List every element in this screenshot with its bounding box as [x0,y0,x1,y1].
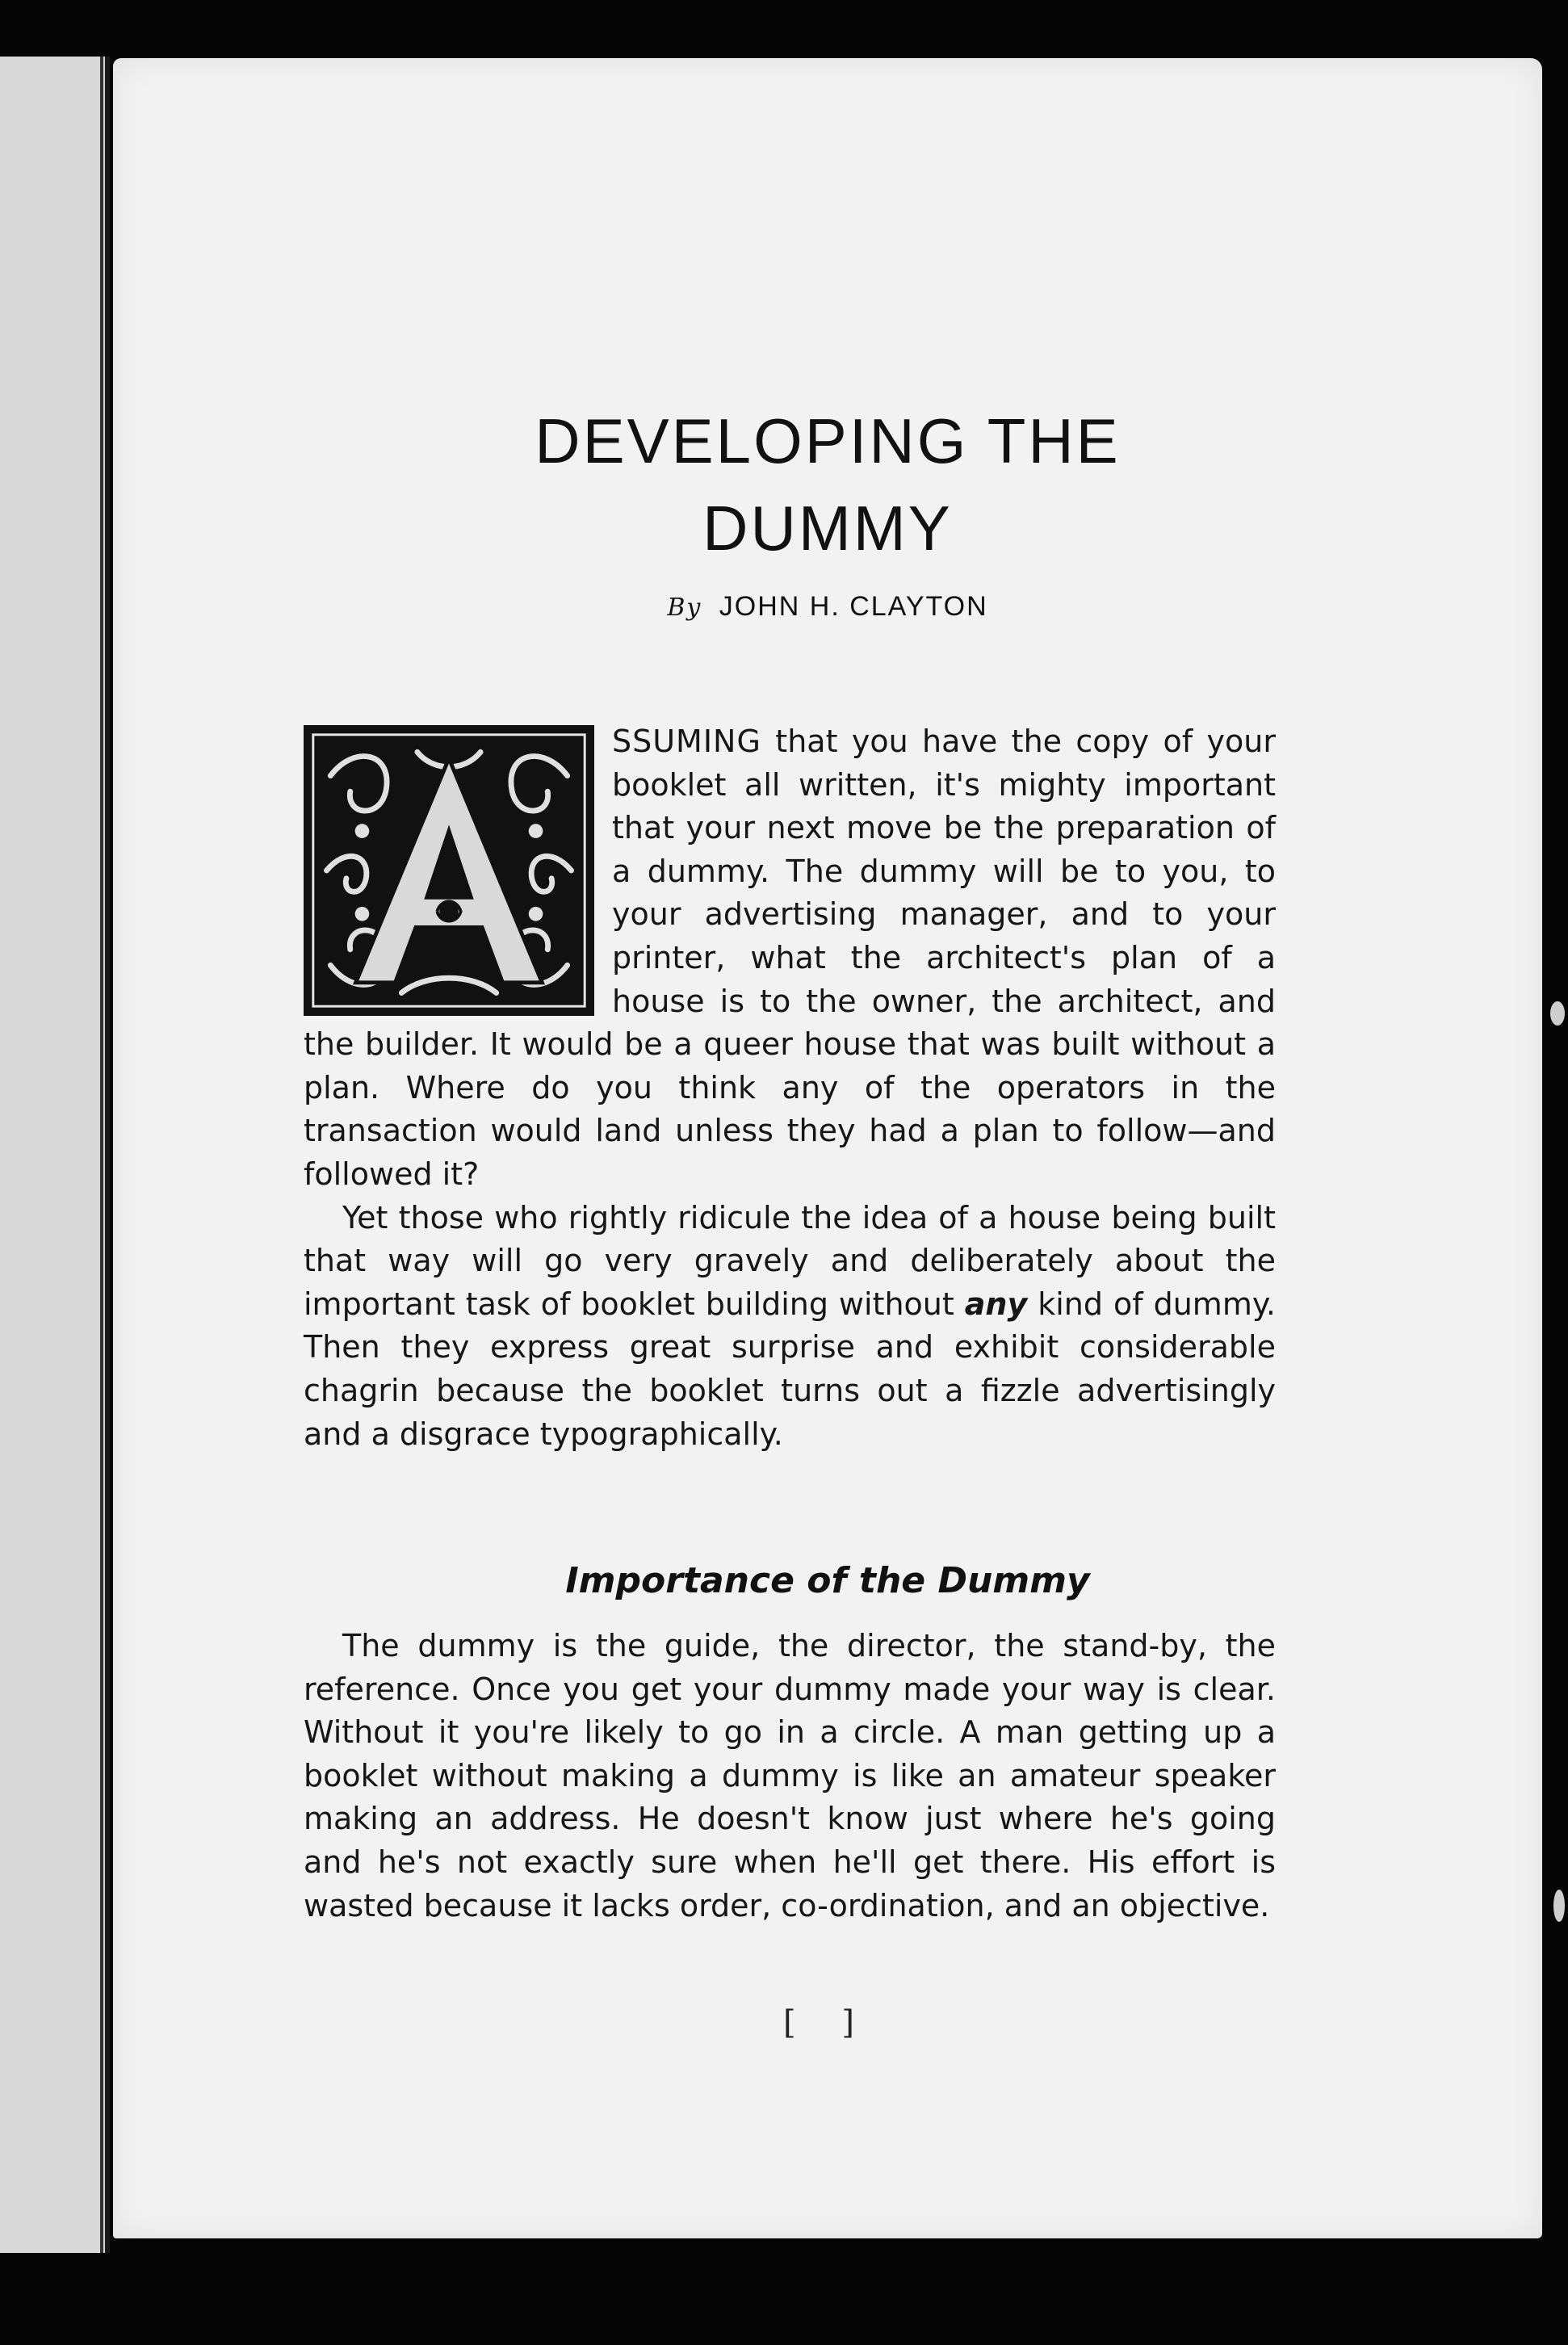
gutter-line [100,57,103,2253]
title-line-1: DEVELOPING THE [535,405,1121,477]
intro-section [304,720,1276,1456]
intro-paragraph-text: that you have the copy of your booklet all written, it's mighty important that your next move be the preparation of a dummy. The dummy will be to you, to your advertising manager, and to your printer, what the architect's plan of a house is to the owner, the architect, and the builder. It would be a queer house that was built without a plan. Where do you think any of the operators in the transaction would land unless they had a plan to follow—and followed it? [304,724,1276,1192]
scan-edge-mark [1550,1001,1565,1026]
section-body [304,1625,1276,1928]
ornamental-drop-cap-a [304,725,594,1016]
drop-cap-lead-word: SSUMING [612,724,761,759]
title-line-2: DUMMY [702,493,953,564]
third-paragraph: The dummy is the guide, the director, the stand-by, the reference. Once you get your dummy made your way is clear. Without it you're likely to go in a circle. A man getting up a booklet without making a dummy is like an amateur speaker making an address. He doesn't know just where he's going and he's not exactly sure when he'll get there. His effort is wasted because it lacks order, co-ordination, and an objective. [304,1628,1276,1923]
book-page [113,58,1542,2238]
drop-cap-ornament-icon [307,728,591,1013]
byline-author: JOHN H. CLAYTON [719,591,988,622]
section-heading: Importance of the Dummy [565,1560,1090,1601]
scan-edge-mark [1553,1890,1565,1922]
article-title [113,397,1542,572]
byline [113,591,1542,623]
byline-prefix: By [667,594,702,622]
second-paragraph-emphasis: any [964,1286,1028,1322]
facing-page-edge [0,57,110,2253]
page-folio: [ ] [783,2004,872,2041]
second-paragraph-text-a: Yet those who rightly ridicule the idea of a house being built that way will go very gravely and deliberately about the important task of booklet building without [304,1199,1276,1322]
second-paragraph-text-b: kind of dummy. Then they express great surprise and exhibit considerable chagrin because the booklet turns out a fizzle advertisingly and a disgrace typographically. [304,1286,1276,1452]
second-paragraph [304,1197,1276,1457]
